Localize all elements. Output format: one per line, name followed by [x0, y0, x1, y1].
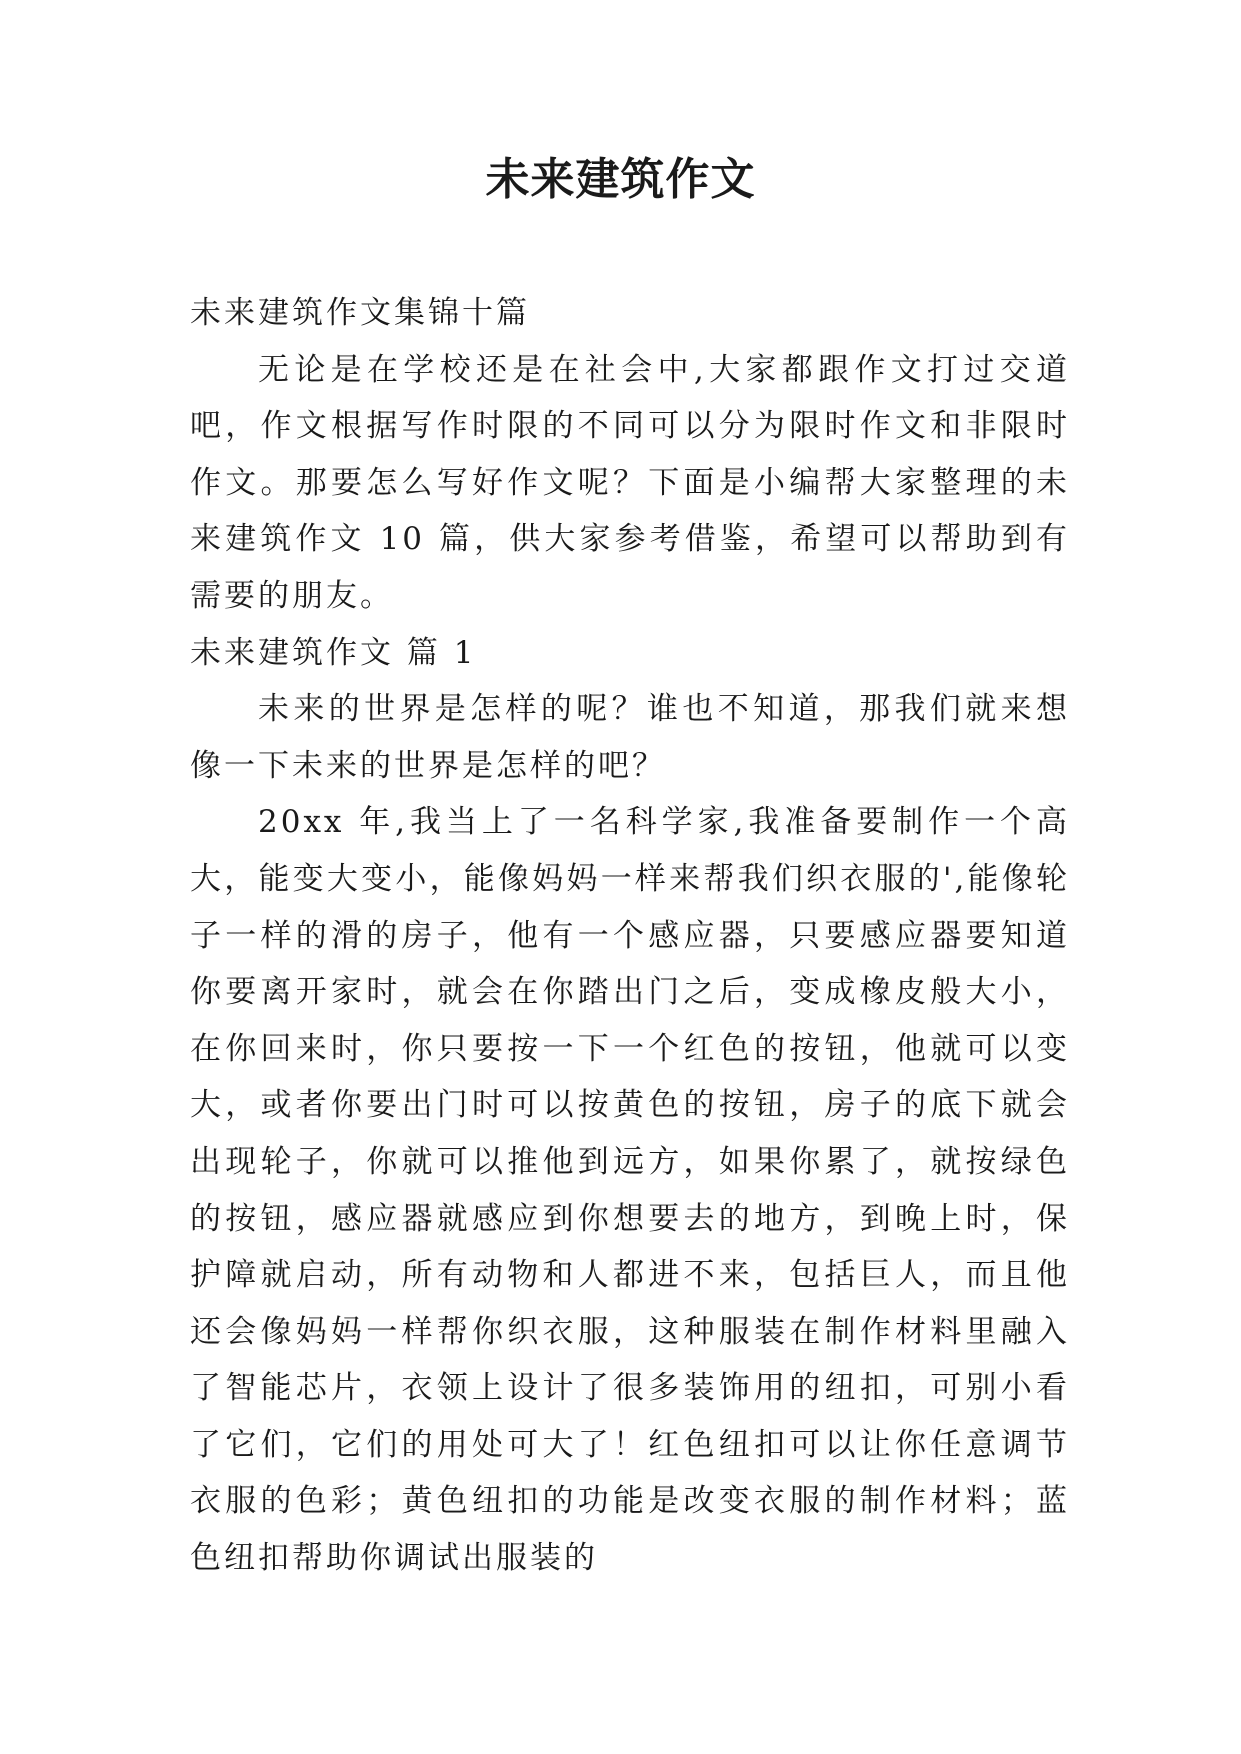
collection-subtitle: 未来建筑作文集锦十篇 [190, 295, 530, 331]
section-heading: 未来建筑作文 篇 1 [190, 634, 477, 671]
intro-paragraph: 无论是在学校还是在社会中,大家都跟作文打过交道吧，作文根据写作时限的不同可以分为限时作文和非限时作文。那要怎么写好作文呢？下面是小编帮大家整理的未来建筑作文 10 篇，供大家参考借鉴，希望可以帮助到有需要的朋友。 [190, 351, 1070, 614]
body-paragraph: 20xx 年,我当上了一名科学家,我准备要制作一个高大，能变大变小，能像妈妈一样来帮我们织衣服的',能像轮子一样的滑的房子，他有一个感应器，只要感应器要知道你要离开家时，就会在你踏出门之后，变成橡皮般大小，在你回来时，你只要按一下一个红色的按钮，他就可以变大，或者你要出门时可以按黄色的按钮，房子的底下就会出现轮子，你就可以推他到远方，如果你累了，就按绿色的按钮，感应器就感应到你想要去的地方，到晚上时，保护障就启动，所有动物和人都进不来，包括巨人，而且他还会像妈妈一样帮你织衣服，这种服装在制作材料里融入了智能芯片，衣领上设计了很多装饰用的纽扣，可别小看了它们，它们的用处可大了！红色纽扣可以让你任意调节衣服的色彩；黄色纽扣的功能是改变衣服的制作材料；蓝色纽扣帮助你调试出服装的 [190, 804, 1070, 1577]
document-body [190, 285, 1070, 1587]
body-paragraph: 未来的世界是怎样的呢？谁也不知道，那我们就来想像一下未来的世界是怎样的吧？ [190, 691, 1070, 784]
document-title: 未来建筑作文 [485, 154, 756, 205]
